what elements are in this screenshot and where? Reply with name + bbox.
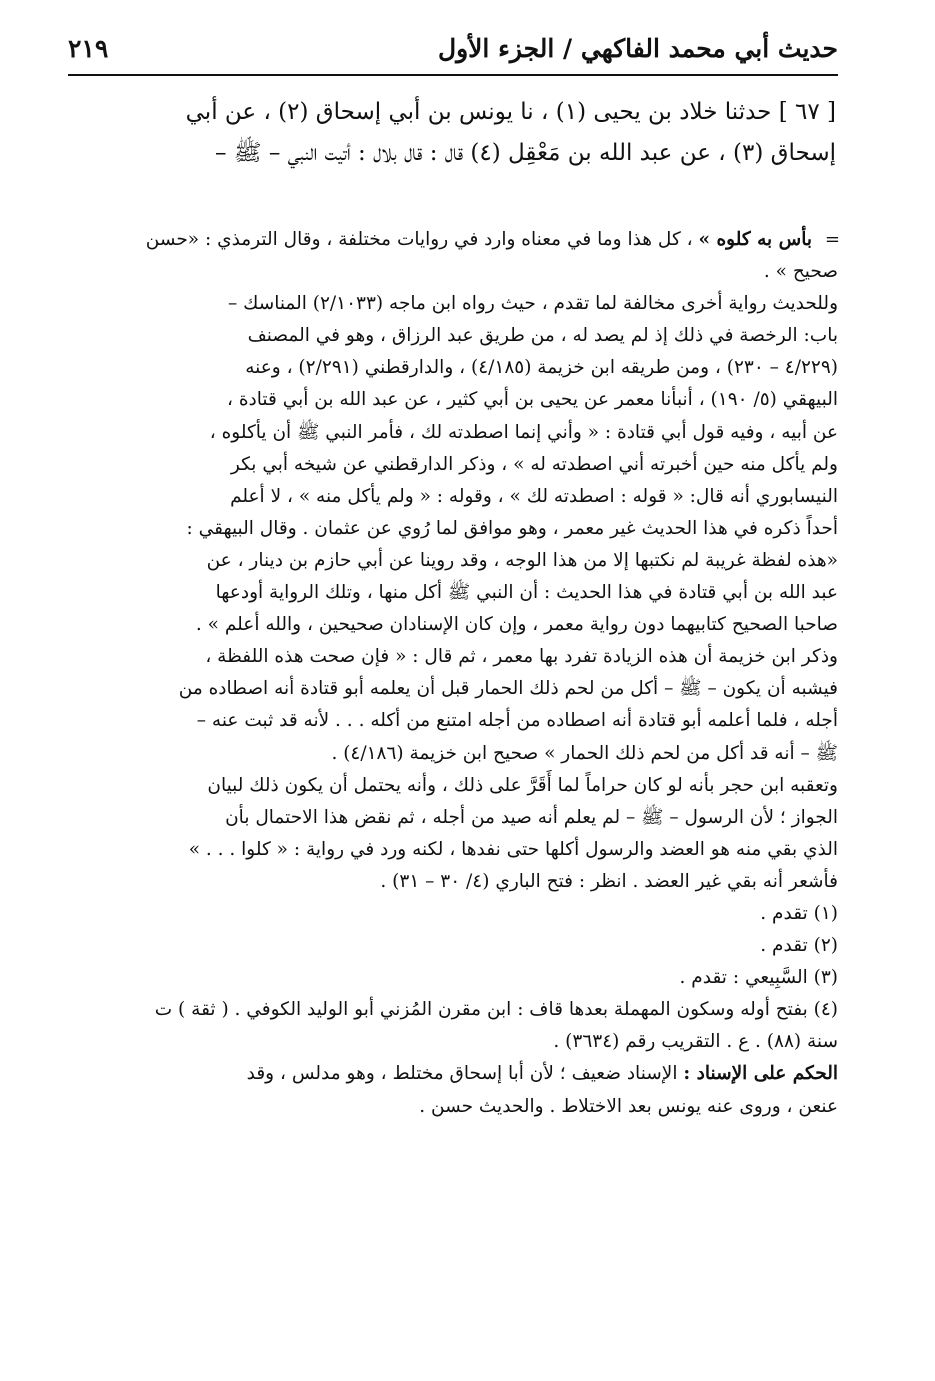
- hadith-line: إسحاق (٣) ، عن عبد الله بن مَعْقِل (٤) قال : قال بلال : أتيت النبي – ﷺ –: [214, 140, 836, 166]
- bold-phrase: بأس به كلوه »: [698, 229, 812, 250]
- footnote-line: ﷺ – أنه قد أكل من لحم ذلك الحمار » صحيح ابن خزيمة (٤/١٨٦) .: [331, 742, 838, 764]
- footnote-line: عن أبيه ، وفيه قول أبي قتادة : « وأني إنما اصطدته لك ، فأمر النبي ﷺ أن يأكلوه ،: [209, 421, 838, 443]
- hadith-line: [ ٦٧ ] حدثنا خلاد بن يحيى (١) ، نا يونس بن أبي إسحاق (٢) ، عن أبي: [185, 99, 836, 125]
- footnote-line: وتعقبه ابن حجر بأنه لو كان حراماً لما أَقَرَّ على ذلك ، وأنه يحتمل أن يكون ذلك لبيان: [207, 774, 838, 796]
- footnote-line: النيسابوري أنه قال: « قوله : اصطدته لك » ، وقوله : « ولم يأكل منه » ، لا أعلم: [230, 485, 838, 507]
- header-title: حديث أبي محمد الفاكهي / الجزء الأول: [437, 34, 838, 63]
- footnote-line: (٤/٢٢٩ – ٢٣٠) ، ومن طريقه ابن خزيمة (٤/١٨٥) ، والدارقطني (٢/٢٩١) ، وعنه: [245, 357, 838, 379]
- footnote-line: «هذه لفظة غريبة لم نكتبها إلا من هذا الوجه ، وقد روينا عن أبي حازم بن دينار ، عن: [206, 549, 838, 571]
- footnote-text: ، كل هذا وما في معناه وارد في روايات مختلفة ، وقال الترمذي : «حسن: [145, 229, 699, 250]
- continuation-mark: =: [824, 229, 840, 250]
- footnote-3: (٣) السَّبِيعي : تقدم .: [679, 967, 838, 989]
- running-header: [68, 34, 838, 74]
- footnote-line: [66, 224, 838, 256]
- footnote-line: باب: الرخصة في ذلك إذ لم يصد له ، من طريق عبد الرزاق ، وهو في المصنف: [247, 325, 838, 347]
- footnote-line: الذي بقي منه هو العضد والرسول أكلها حتى نفدها ، لكنه ورد في رواية : « كلوا . . . »: [188, 838, 838, 860]
- footnote-line: البيهقي (٥/ ١٩٠) ، أنبأنا معمر عن يحيى بن أبي كثير ، عن عبد الله بن أبي قتادة ،: [226, 389, 838, 411]
- hadith-text: [78, 92, 836, 174]
- footnote-line: وذكر ابن خزيمة أن هذه الزيادة تفرد بها معمر ، ثم قال : « فإن صحت هذه اللفظة ،: [205, 646, 838, 668]
- header-rule: [68, 74, 838, 76]
- footnote-line: عبد الله بن أبي قتادة في هذا الحديث : أن النبي ﷺ أكل منها ، وتلك الرواية أودعها: [215, 582, 838, 604]
- ruling-text: الإسناد ضعيف ؛ لأن أبا إسحاق مختلط ، وهو مدلس ، وقد: [246, 1063, 684, 1085]
- footnote-line: وللحديث رواية أخرى مخالفة لما تقدم ، حيث رواه ابن ماجه (٢/١٠٣٣) المناسك –: [227, 293, 838, 315]
- footnote-line: فأشعر أنه بقي غير العضد . انظر : فتح الباري (٤/ ٣٠ – ٣١) .: [380, 870, 838, 892]
- footnote-line: الجواز ؛ لأن الرسول – ﷺ – لم يعلم أنه صيد من أجله ، ثم نقض هذا الاحتمال بأن: [225, 806, 838, 828]
- ruling-label: الحكم على الإسناد :: [683, 1063, 838, 1085]
- footnote-line: ولم يأكل منه حين أخبرته أني اصطدته له » ، وذكر الدارقطني عن شيخه أبي بكر: [230, 453, 838, 475]
- footnote-line: فيشبه أن يكون – ﷺ – أكل من لحم ذلك الحمار قبل أن يعلمه أبو قتادة أنه اصطاده من: [178, 678, 838, 700]
- footnote-1: (١) تقدم .: [760, 902, 838, 924]
- footnote-line: صاحبا الصحيح كتابيهما دون رواية معمر ، وإن كان الإسنادان صحيحين ، والله أعلم » .: [195, 614, 838, 636]
- ruling-line: [66, 1058, 838, 1090]
- footnote-2: (٢) تقدم .: [760, 935, 838, 957]
- ruling-line: عنعن ، وروى عنه يونس بعد الاختلاط . والحديث حسن .: [419, 1095, 838, 1117]
- footnote-line: صحيح » .: [763, 261, 838, 283]
- page-number: ٢١٩: [68, 34, 109, 63]
- footnotes: [66, 224, 838, 1123]
- footnote-line: أحداً ذكره في هذا الحديث غير معمر ، وهو موافق لما رُوي عن عثمان . وقال البيهقي :: [186, 517, 838, 539]
- footnote-4: (٤) بفتح أوله وسكون المهملة بعدها قاف : ابن مقرن المُزني أبو الوليد الكوفي . ( ثقة ) ت: [154, 999, 838, 1021]
- footnote-line: سنة (٨٨) . ع . التقريب رقم (٣٦٣٤) .: [553, 1031, 838, 1053]
- footnote-line: أجله ، فلما أعلمه أبو قتادة أنه اصطاده من أجله امتنع من أكله . . . لأنه قد ثبت عنه –: [196, 710, 838, 732]
